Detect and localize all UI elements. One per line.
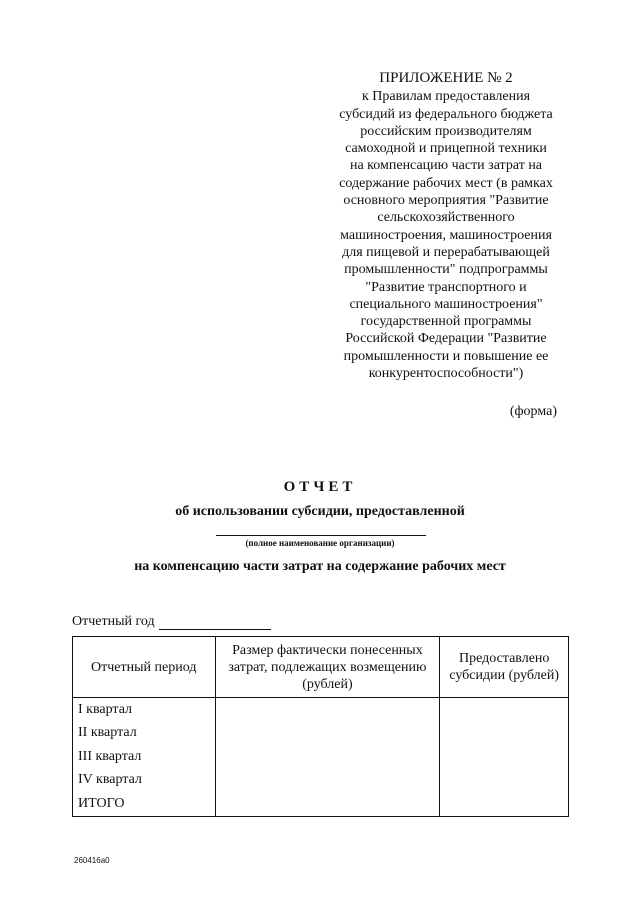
period-cell: I квартал: [73, 698, 216, 722]
costs-cell: [215, 698, 440, 722]
appendix-line: Российской Федерации "Развитие: [345, 331, 547, 347]
table-row: [73, 722, 569, 746]
report-purpose: на компенсацию части затрат на содержание рабочих мест: [134, 559, 506, 574]
report-title: ОТЧЕТ: [283, 479, 357, 495]
period-cell: II квартал: [73, 722, 216, 746]
reporting-year-blank: [159, 615, 271, 630]
report-subtitle: об использовании субсидии, предоставленной: [175, 504, 465, 519]
header-actual-costs: Размер фактически понесенных затрат, подлежащих возмещению (рублей): [215, 637, 440, 698]
appendix-line: российским производителям: [360, 123, 532, 139]
period-cell: IV квартал: [73, 769, 216, 793]
reporting-year-row: [72, 614, 271, 630]
appendix-line: основного мероприятия "Развитие: [343, 193, 549, 209]
header-subsidy: Предоставлено субсидии (рублей): [440, 637, 569, 698]
costs-cell: [215, 769, 440, 793]
appendix-line: промышленности" подпрограммы: [344, 262, 548, 278]
appendix-line: конкурентоспособности"): [368, 366, 524, 382]
appendix-line: машиностроения, машиностроения: [340, 227, 552, 243]
appendix-block: [312, 70, 580, 382]
subsidy-cell: [440, 698, 569, 722]
table-row: [73, 792, 569, 816]
costs-cell: [215, 792, 440, 816]
appendix-line: к Правилам предоставления: [361, 89, 531, 105]
appendix-line: субсидий из федерального бюджета: [339, 106, 553, 122]
table-row: [73, 769, 569, 793]
form-label: (форма): [509, 404, 557, 419]
report-table: [72, 636, 569, 817]
org-name-caption: (полное наименование организации): [245, 538, 395, 548]
appendix-line: на компенсацию части затрат на: [349, 158, 543, 174]
appendix-line: "Развитие транспортного и: [365, 279, 527, 295]
reporting-year-label: Отчетный год: [72, 614, 155, 629]
header-period: Отчетный период: [73, 637, 216, 698]
appendix-title: ПРИЛОЖЕНИЕ № 2: [379, 70, 513, 86]
appendix-line: содержание рабочих мест (в рамках: [339, 175, 553, 191]
org-name-line: [216, 535, 426, 536]
subsidy-cell: [440, 792, 569, 816]
document-code: 260416a0: [74, 856, 110, 865]
period-cell: ИТОГО: [73, 792, 216, 816]
subsidy-cell: [440, 745, 569, 769]
subsidy-cell: [440, 722, 569, 746]
appendix-line: сельскохозяйственного: [377, 210, 515, 226]
table-row: [73, 745, 569, 769]
table-row: [73, 698, 569, 722]
appendix-line: для пищевой и перерабатывающей: [342, 244, 550, 260]
table-header-row: [73, 637, 569, 698]
appendix-line: промышленности и повышение ее: [343, 348, 549, 364]
appendix-line: специального машиностроения": [349, 296, 543, 312]
costs-cell: [215, 722, 440, 746]
appendix-line: самоходной и прицепной техники: [345, 141, 547, 157]
costs-cell: [215, 745, 440, 769]
subsidy-cell: [440, 769, 569, 793]
period-cell: III квартал: [73, 745, 216, 769]
appendix-line: государственной программы: [360, 314, 532, 330]
